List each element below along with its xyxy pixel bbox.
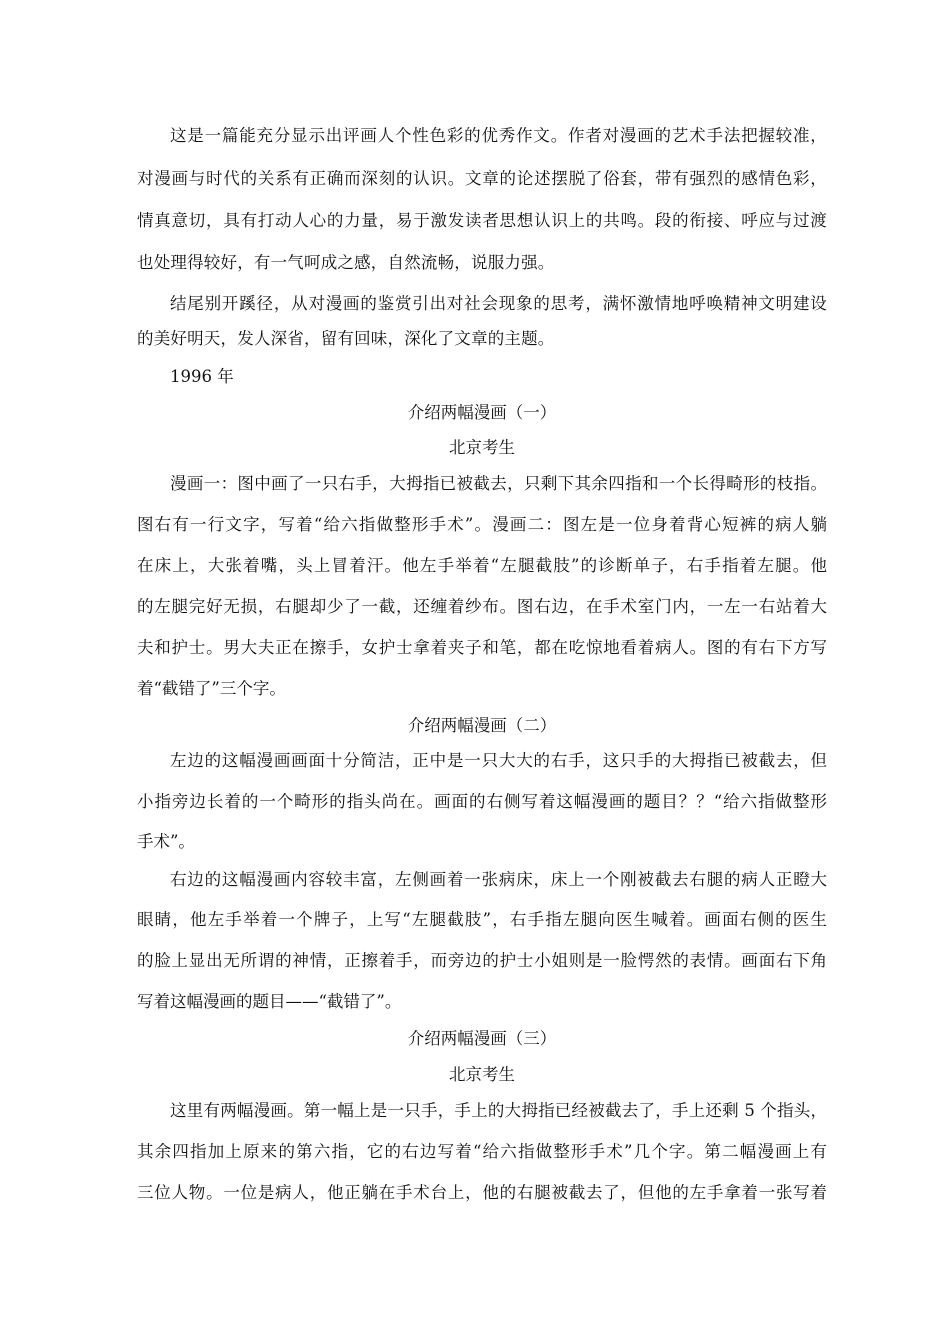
essay3-author: 北京考生 bbox=[449, 1065, 515, 1084]
essay2-p2-line-3: 的脸上显出无所谓的神情，正擦着手，而旁边的护士小姐则是一脸愕然的表情。画面右下角 bbox=[137, 951, 827, 970]
essay2-p2-line-2: 眼睛，他左手举着一个牌子，上写“左腿截肢”，右手指左腿向医生喊着。画面右侧的医生 bbox=[137, 910, 827, 929]
year-label: 1996 年 bbox=[170, 367, 234, 386]
essay3-line-1: 这里有两幅漫画。第一幅上是一只手，手上的大拇指已经被截去了，手上还剩 5 个指头， bbox=[170, 1101, 827, 1120]
comment-p2-line-1: 结尾别开蹊径，从对漫画的鉴赏引出对社会现象的思考，满怀激情地呼唤精神文明建设 bbox=[170, 294, 827, 313]
essay1-title: 介绍两幅漫画（一） bbox=[407, 403, 557, 422]
essay2-p1-line-3: 手术”。 bbox=[137, 832, 195, 851]
essay1-line-5: 夫和护士。男大夫正在擦手，女护士拿着夹子和笔，都在吃惊地看着病人。图的有右下方写 bbox=[137, 638, 827, 657]
comment-p1-line-3: 情真意切，具有打动人心的力量，易于激发读者思想认识上的共鸣。段的衔接、呼应与过渡 bbox=[137, 211, 827, 230]
essay2-p1-line-1: 左边的这幅漫画画面十分简洁，正中是一只大大的右手，这只手的大拇指已被截去，但 bbox=[170, 751, 827, 770]
essay2-p1-line-2: 小指旁边长着的一个畸形的指头尚在。画面的右侧写着这幅漫画的题目？？“给六指做整形 bbox=[137, 792, 827, 811]
essay2-p2-line-4: 写着这幅漫画的题目——“截错了”。 bbox=[137, 992, 402, 1011]
essay3-title: 介绍两幅漫画（三） bbox=[407, 1029, 557, 1048]
comment-p2-line-2: 的美好明天，发人深省，留有回味，深化了文章的主题。 bbox=[137, 329, 555, 348]
essay1-line-6: 着“截错了”三个字。 bbox=[137, 679, 286, 698]
essay1-line-1: 漫画一：图中画了一只右手，大拇指已被截去，只剩下其余四指和一个长得畸形的枝指。 bbox=[170, 474, 827, 493]
comment-p1-line-4: 也处理得较好，有一气呵成之感，自然流畅，说服力强。 bbox=[137, 253, 555, 272]
essay1-author: 北京考生 bbox=[449, 438, 515, 457]
essay1-line-2: 图右有一行文字，写着“给六指做整形手术”。漫画二：图左是一位身着背心短裤的病人躺 bbox=[137, 515, 827, 534]
essay2-p2-line-1: 右边的这幅漫画内容较丰富，左侧画着一张病床，床上一个刚被截去右腿的病人正瞪大 bbox=[170, 870, 827, 889]
essay1-line-3: 在床上，大张着嘴，头上冒着汗。他左手举着“左腿截肢”的诊断单子，右手指着左腿。他 bbox=[137, 556, 827, 575]
essay2-title: 介绍两幅漫画（二） bbox=[407, 716, 557, 735]
essay3-line-2: 其余四指加上原来的第六指，它的右边写着“给六指做整形手术”几个字。第二幅漫画上有 bbox=[137, 1142, 827, 1161]
comment-p1-line-1: 这是一篇能充分显示出评画人个性色彩的优秀作文。作者对漫画的艺术手法把握较准， bbox=[170, 126, 827, 145]
comment-p1-line-2: 对漫画与时代的关系有正确而深刻的认识。文章的论述摆脱了俗套，带有强烈的感情色彩， bbox=[137, 169, 827, 188]
essay3-line-3: 三位人物。一位是病人，他正躺在手术台上，他的右腿被截去了，但他的左手拿着一张写着 bbox=[137, 1183, 827, 1202]
essay1-line-4: 的左腿完好无损，右腿却少了一截，还缠着纱布。图右边，在手术室门内，一左一右站着大 bbox=[137, 597, 827, 616]
